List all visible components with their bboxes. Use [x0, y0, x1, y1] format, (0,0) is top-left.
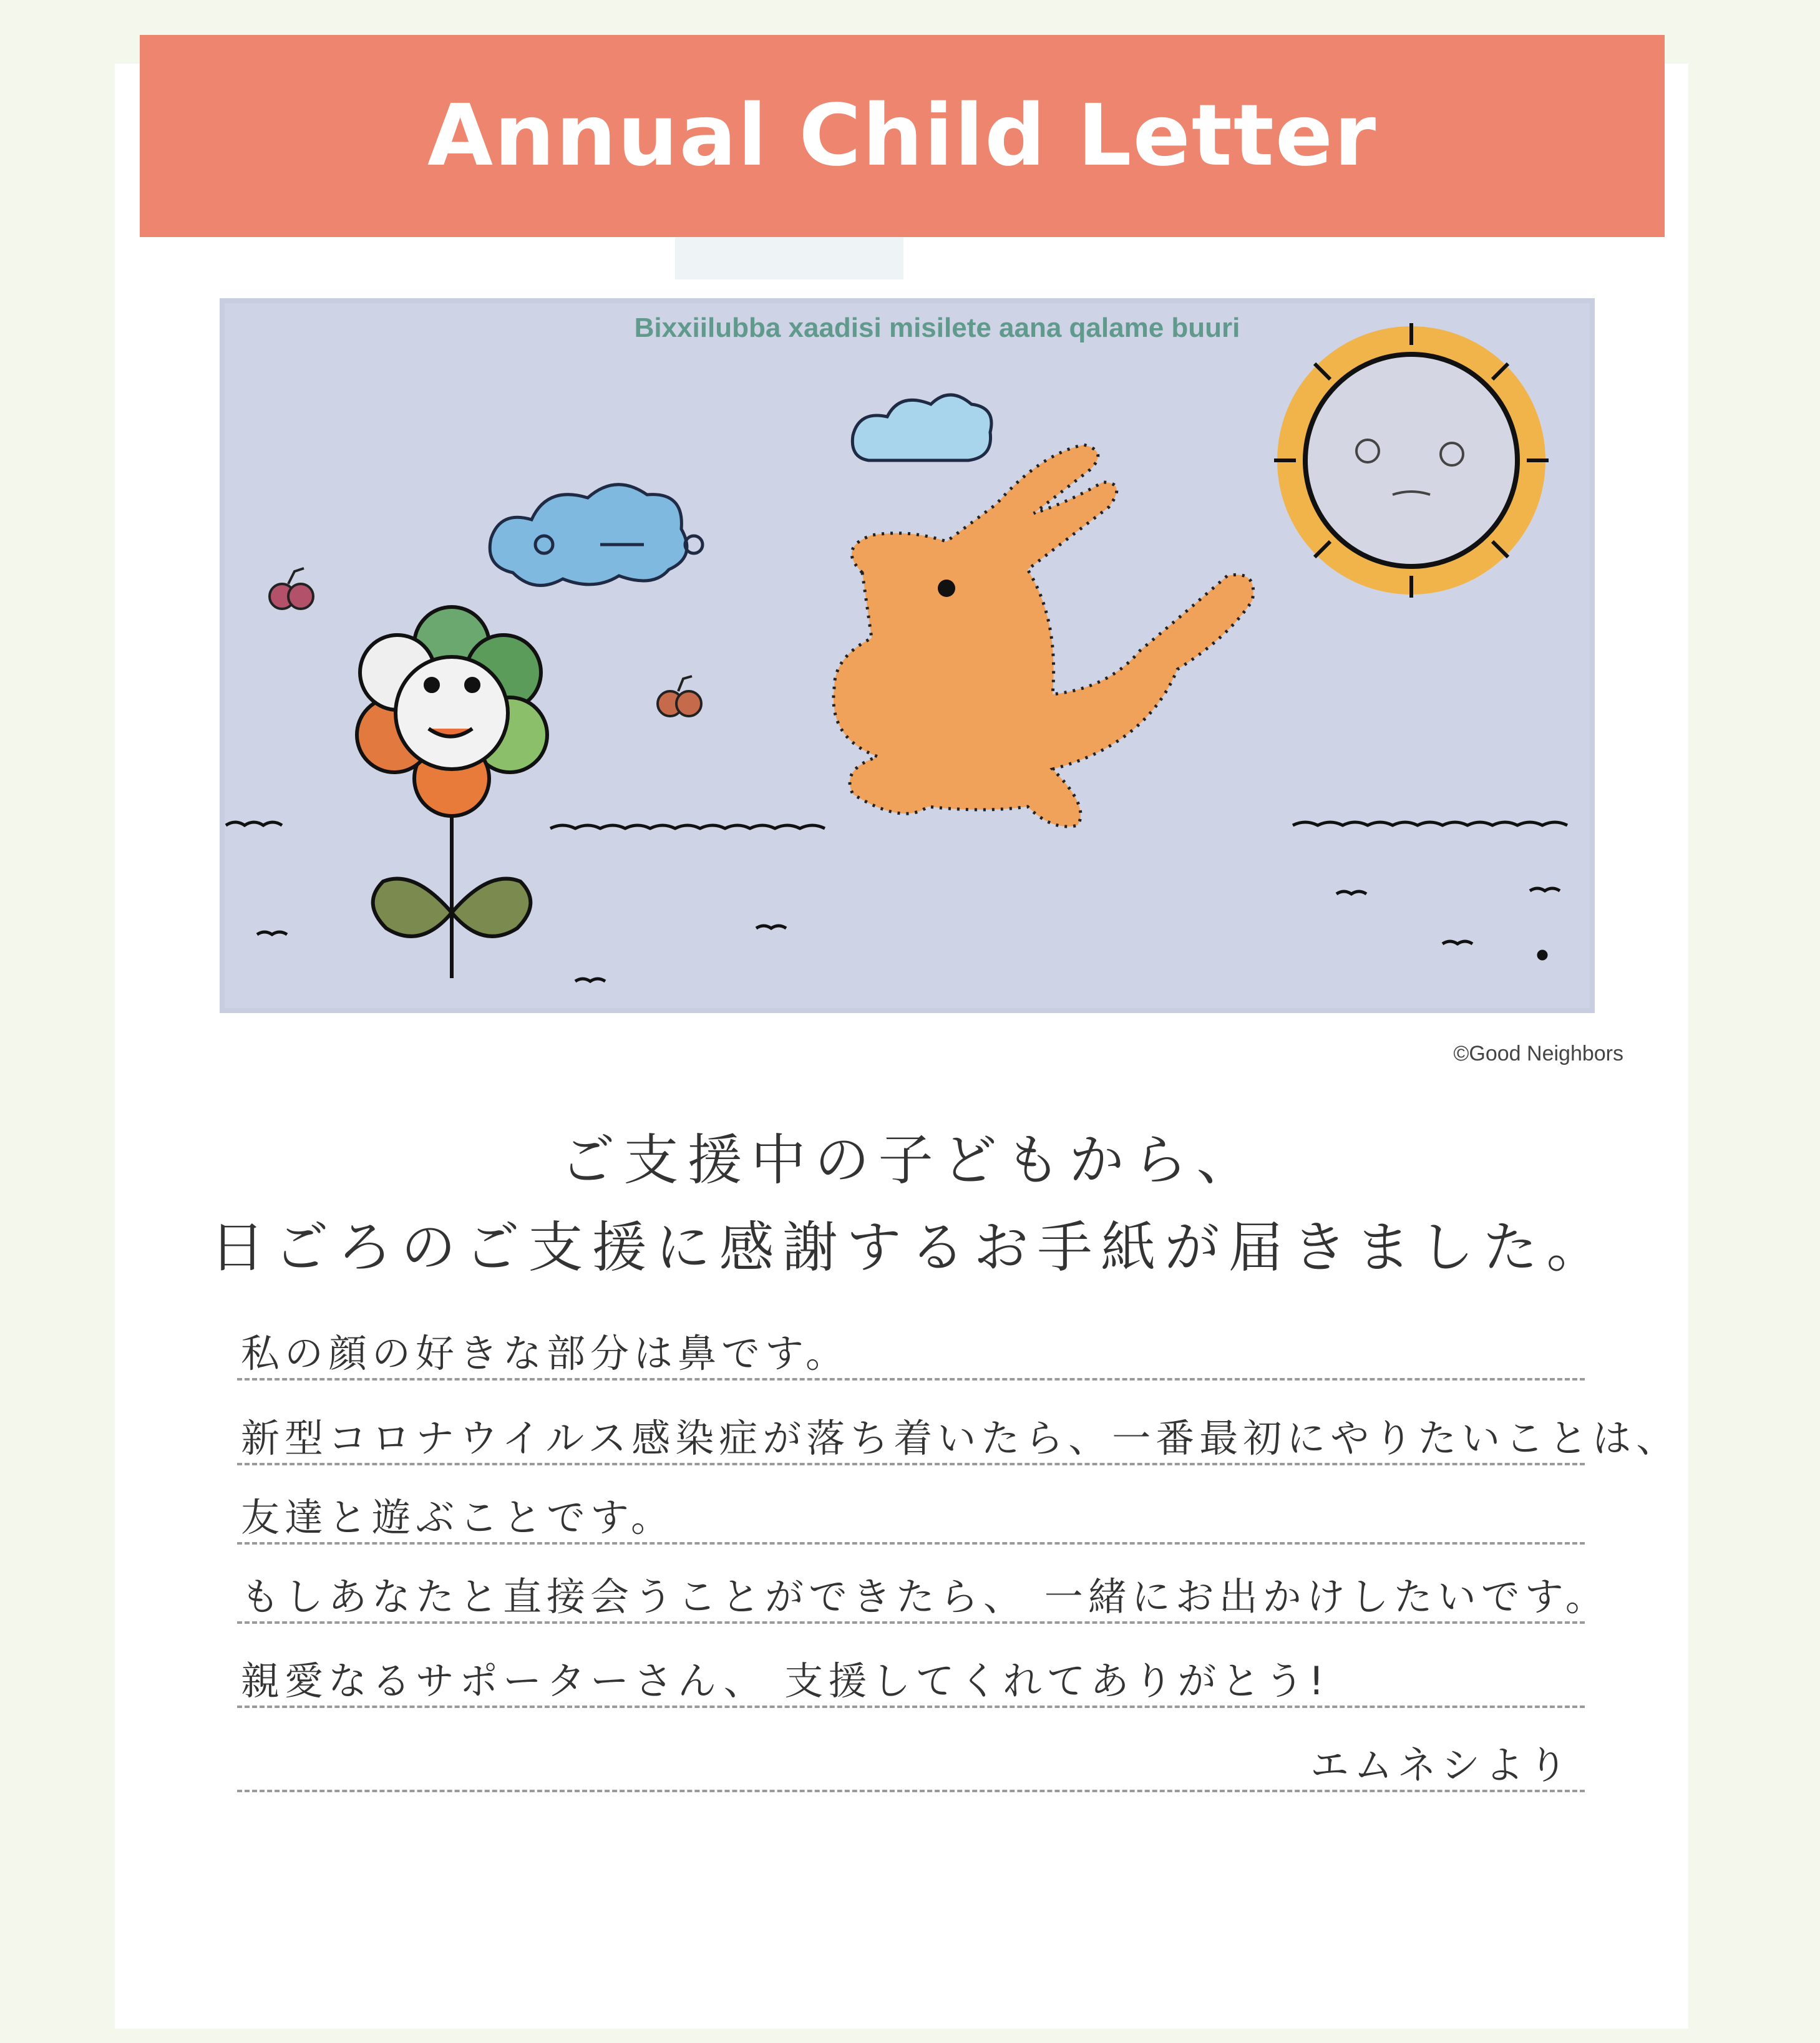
letter-line: 新型コロナウイルス感染症が落ち着いたら、一番最初にやりたいことは、 [237, 1407, 1585, 1465]
child-drawing [220, 298, 1595, 1013]
letter-line: 私の顔の好きな部分は鼻です。 [237, 1322, 1585, 1381]
letter-line: 親愛なるサポーターさん、 支援してくれてありがとう! [237, 1650, 1585, 1708]
drawing-caption: Bixxiilubba xaadisi misilete aana qalame buuri [634, 313, 1240, 343]
header-banner [140, 35, 1665, 237]
image-credit: ©Good Neighbors [1453, 1042, 1623, 1065]
sun-icon [1274, 323, 1549, 598]
lead-line: ご支援中の子どもから、 [560, 1128, 1260, 1192]
page-title: Annual Child Letter [427, 87, 1378, 185]
header-tab [675, 237, 903, 279]
letter-line: 友達と遊ぶことです。 [237, 1487, 1585, 1545]
lead-line: 日ごろのご支援に感謝するお手紙が届きました。 [210, 1215, 1610, 1279]
letter-line: もしあなたと直接会うことができたら、 一緒にお出かけしたいです。 [237, 1566, 1585, 1624]
letter-signature: エムネシより [237, 1734, 1585, 1792]
